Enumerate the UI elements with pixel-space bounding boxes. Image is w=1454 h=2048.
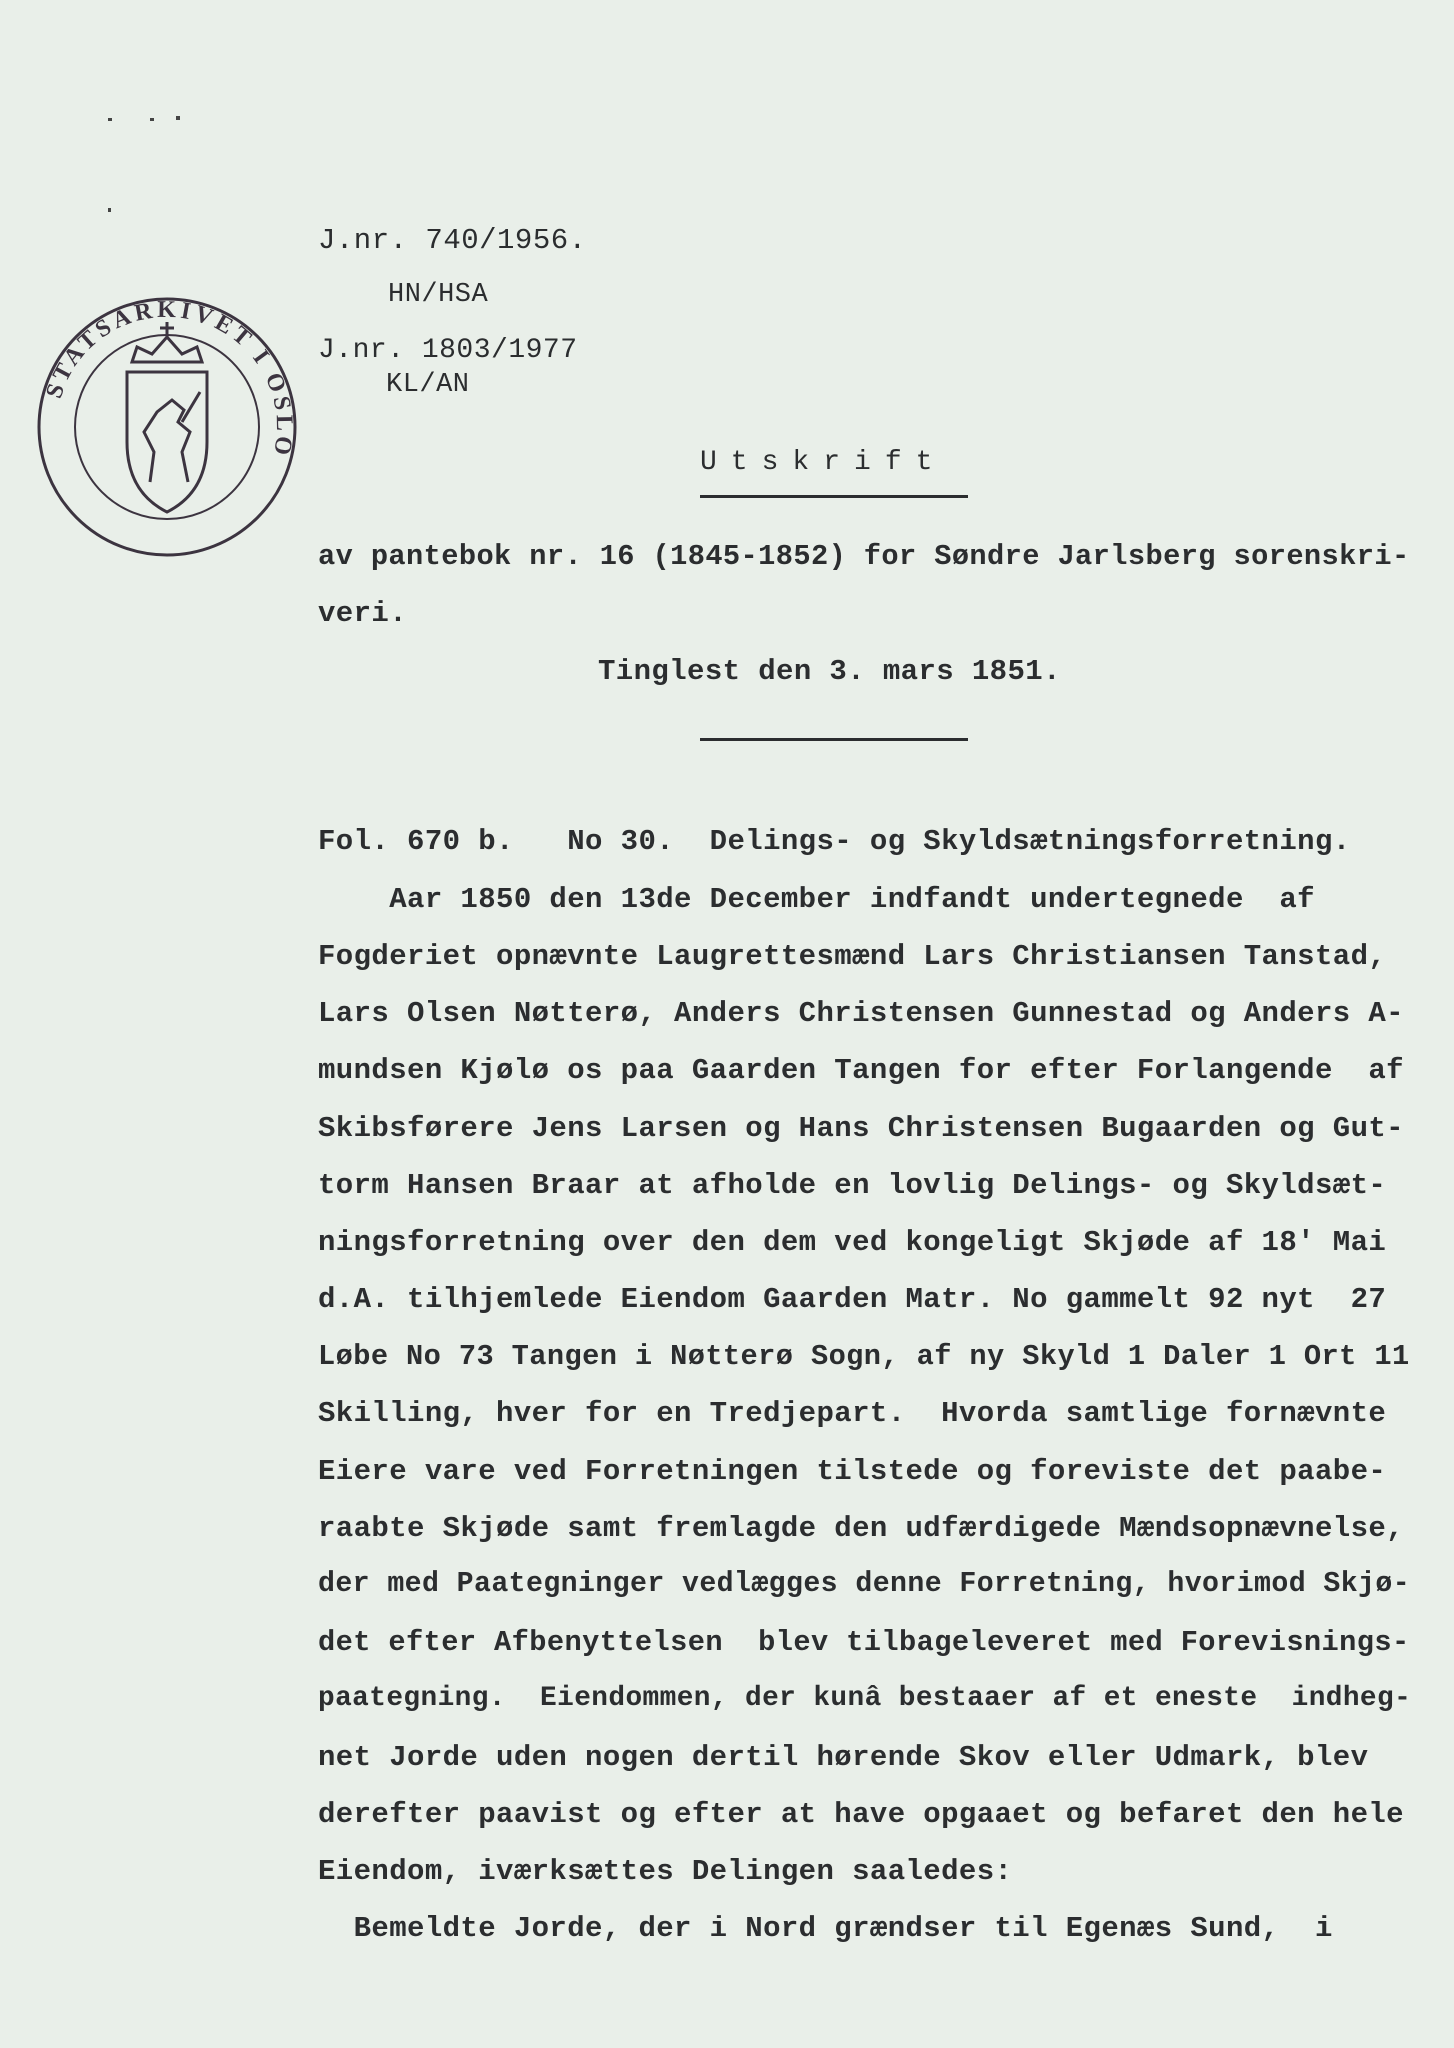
subtitle-line-2: veri. — [318, 597, 408, 630]
body-line: Løbe No 73 Tangen i Nøtterø Sogn, af ny Skyld 1 Daler 1 Ort 11 — [318, 1340, 1410, 1373]
scan-mark — [176, 116, 180, 120]
stamp-text: STATSARKIVET I OSLO — [41, 296, 298, 461]
subtitle-line-1: av pantebok nr. 16 (1845-1852) for Søndre Jarlsberg sorenskri- — [318, 540, 1410, 573]
archive-stamp — [32, 292, 302, 562]
section-divider — [700, 738, 968, 741]
tinglest-date: Tinglest den 3. mars 1851. — [598, 655, 1061, 688]
body-line: Skibsførere Jens Larsen og Hans Christensen Bugaarden og Gut- — [318, 1112, 1404, 1145]
scan-mark — [108, 208, 111, 212]
body-line: Eiendom, iværksættes Delingen saaledes: — [318, 1855, 1013, 1888]
body-line: mundsen Kjølø os paa Gaarden Tangen for efter Forlangende af — [318, 1054, 1404, 1087]
body-line: raabte Skjøde samt fremlagde den udfærdigede Mændsopnævnelse, — [318, 1512, 1404, 1545]
watermark — [444, 60, 580, 132]
journal-ref-1-initials: HN/HSA — [388, 280, 489, 310]
body-line: Aar 1850 den 13de December indfandt undertegnede af — [318, 883, 1315, 916]
body-line: derefter paavist og efter at have opgaaet og befaret den hele — [318, 1798, 1404, 1831]
body-line: ningsforretning over den dem ved kongeligt Skjøde af 18' Mai — [318, 1226, 1387, 1259]
body-line: paategning. Eiendommen, der kunâ bestaaer af et eneste indheg- — [318, 1683, 1412, 1714]
body-line: torm Hansen Braar at afholde en lovlig Delings- og Skyldsæt- — [318, 1169, 1387, 1202]
title-underline — [700, 495, 968, 498]
coat-of-arms-icon — [127, 322, 207, 512]
body-line: Skilling, hver for en Tredjepart. Hvorda samtlige fornævnte — [318, 1397, 1387, 1430]
journal-ref-2-initials: KL/AN — [386, 370, 470, 400]
document-title: Utskrift — [700, 447, 947, 478]
body-line: der med Paategninger vedlægges denne Forretning, hvorimod Skjø- — [318, 1569, 1411, 1600]
body-line: Lars Olsen Nøtterø, Anders Christensen Gunnestad og Anders A- — [318, 997, 1404, 1030]
body-line: Fogderiet opnævnte Laugrettesmænd Lars Christiansen Tanstad, — [318, 940, 1387, 973]
journal-ref-1: J.nr. 740/1956. — [318, 224, 587, 257]
body-line: net Jorde uden nogen dertil hørende Skov eller Udmark, blev — [318, 1741, 1369, 1774]
scan-mark — [150, 118, 154, 121]
body-line: Eiere vare ved Forretningen tilstede og foreviste det paabe- — [318, 1455, 1387, 1488]
journal-ref-2: J.nr. 1803/1977 — [318, 335, 578, 366]
scan-mark — [108, 118, 112, 121]
body-line: d.A. tilhjemlede Eiendom Gaarden Matr. No gammelt 92 nyt 27 — [318, 1283, 1387, 1316]
entry-heading: Fol. 670 b. No 30. Delings- og Skyldsætningsforretning. — [318, 825, 1351, 858]
body-line: Bemeldte Jorde, der i Nord grændser til Egenæs Sund, i — [318, 1912, 1333, 1945]
body-line: det efter Afbenyttelsen blev tilbageleveret med Forevisnings- — [318, 1626, 1410, 1659]
